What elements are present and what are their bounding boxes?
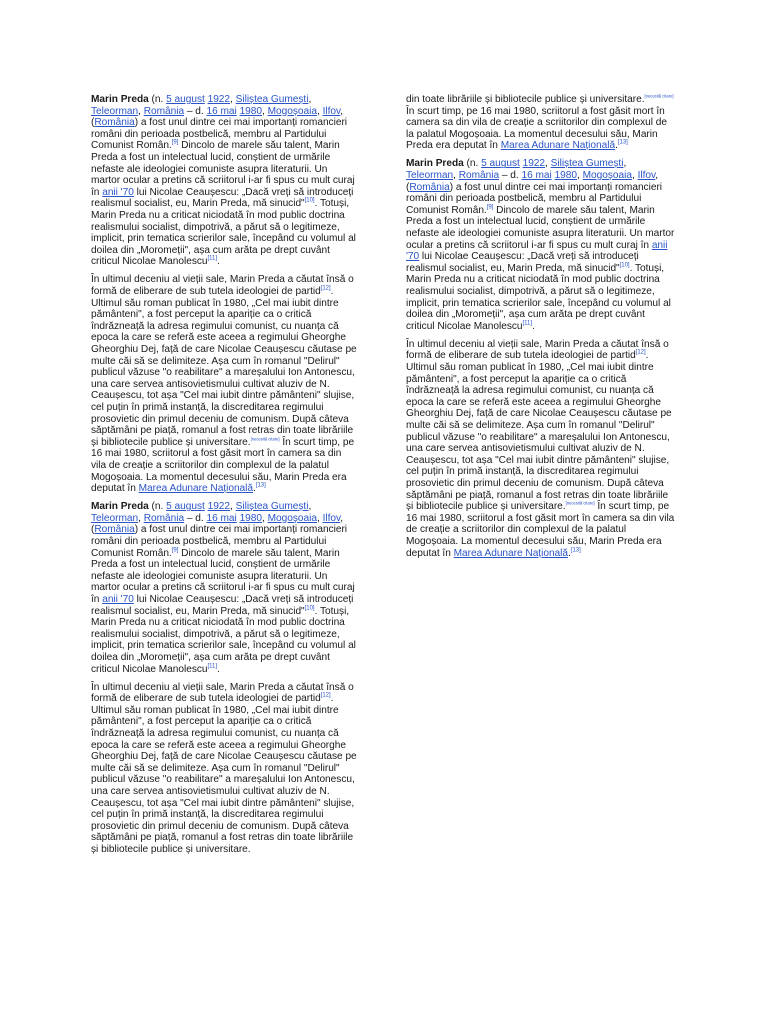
link-marea-adunare[interactable]: Marea Adunare Națională xyxy=(138,483,254,495)
paragraph-intro: Marin Preda (n. 5 august 1922, Siliștea Gumești, Teleorman, România – d. 16 mai 1980, Mogoșoaia, Ilfov, (România) a fost unul dintre cei mai importanți romancieri români din perioada postbelică, membru al Partidului Comunist Român.[9] Dincolo de marele său talent, Marin Preda a fost un intelectual lucid, conștient de urmările nefaste ale ideologiei comuniste asupra literaturii. Un martor ocular a pretins că scriitorul i-ar fi spus cu mult curaj în anii '70 lui Nicolae Ceaușescu: „Dacă vreți să introduceți realismul socialist, eu, Marin Preda, mă sinucid"[10]. Totuși, Marin Preda nu a criticat niciodată în mod public doctrina realismului socialist, dimpotrivă, a părut să o legitimeze, implicit, prin tematica scrierilor sale, începând cu volumul al doilea din „Moromeții", așa cum arăta pe drept cuvânt criticul Nicolae Manolescu[11]. xyxy=(91,94,356,268)
ref-12[interactable]: [12] xyxy=(320,692,331,699)
ref-10[interactable]: [10] xyxy=(304,605,315,612)
link-birth-year[interactable]: 1922 xyxy=(207,501,231,513)
link-death-county[interactable]: Ilfov xyxy=(637,170,656,182)
subject-name: Marin Preda xyxy=(91,501,149,513)
link-country[interactable]: România xyxy=(409,181,450,193)
link-birthplace[interactable]: Siliștea Gumești xyxy=(235,94,309,105)
link-birth-day[interactable]: 5 august xyxy=(166,501,205,513)
link-death-year[interactable]: 1980 xyxy=(239,105,263,117)
link-birth-year[interactable]: 1922 xyxy=(207,94,231,105)
link-deathplace[interactable]: Mogoșoaia xyxy=(582,170,632,182)
ref-11[interactable]: [11] xyxy=(207,255,218,262)
paragraph-last-decade: În ultimul deceniu al vieții sale, Marin Preda a căutat însă o formă de eliberare de sub tutela ideologiei de partid[12]. Ultimul său roman publicat în 1980, „Cel mai iubit dintre pământeni", a fost perceput la apariție ca o critică îndrăzneață la adresa regimului comunist, cu nuanța că epoca la care se referă este aceea a regimului Gheorghe Gheorghiu Dej, față de care Nicolae Ceaușescu căutase pe multe căi să se delimiteze. Așa cum în romanul "Delirul" publicul văzuse "o reabilitare" a mareșalului Ion Antonescu, una care servea antisovietismului cultivat aluziv de N. Ceaușescu, tot așa "Cel mai iubit dintre pământeni" slujise, cel puțin în primă instanță, la discreditarea regimului prosovietic din primul deceniu de comunism. După câteva săptămâni pe piață, romanul a fost retras din toate librăriile și bibliotecile publice și universitare.[necesită citare] În scurt timp, pe 16 mai 1980, scriitorul a fost găsit mort în camera sa din vila de creație a scriitorilor din complexul de la palatul Mogoșoaia. La momentul decesului său, Marin Preda era deputat în Marea Adunare Națională.[13] xyxy=(91,274,357,495)
link-death-day[interactable]: 16 mai xyxy=(521,170,552,182)
citation-needed[interactable]: [necesită citare] xyxy=(565,500,595,506)
link-birthplace[interactable]: Siliștea Gumești xyxy=(550,158,624,170)
link-birthplace[interactable]: Siliștea Gumești xyxy=(235,501,309,513)
ref-10[interactable]: [10] xyxy=(304,197,315,204)
link-country[interactable]: România xyxy=(94,524,135,536)
ref-9[interactable]: [9] xyxy=(171,547,179,554)
link-county[interactable]: Teleorman xyxy=(91,512,139,524)
ref-10[interactable]: [10] xyxy=(619,262,630,269)
ref-9[interactable]: [9] xyxy=(171,140,179,146)
link-country[interactable]: România xyxy=(458,170,500,182)
paragraph-last-decade: În ultimul deceniu al vieții sale, Marin Preda a căutat însă o formă de eliberare de sub tutela ideologiei de partid[12]. Ultimul său roman publicat în 1980, „Cel mai iubit dintre pământeni", a fost perceput la apariție ca o critică îndrăzneață la adresa regimului comunist, cu nuanța că epoca la care se referă este aceea a regimului Gheorghe Gheorghiu Dej, față de care Nicolae Ceaușescu căutase pe multe căi să se delimiteze. Așa cum în romanul "Delirul" publicul văzuse "o reabilitare" a mareșalului Ion Antonescu, una care servea antisovietismului cultivat aluziv de N. Ceaușescu, tot așa "Cel mai iubit dintre pământeni" slujise, cel puțin în primă instanță, la discreditarea regimului prosovietic din primul deceniu de comunism. După câteva săptămâni pe piață, romanul a fost retras din toate librăriile și bibliotecile publice și universitare. xyxy=(91,681,357,855)
link-country[interactable]: România xyxy=(143,512,185,524)
link-anii-70[interactable]: anii '70 xyxy=(406,239,668,263)
citation-needed[interactable]: [necesită citare] xyxy=(250,436,280,442)
left-column xyxy=(91,94,359,862)
ref-13[interactable]: [13] xyxy=(617,140,628,146)
link-anii-70[interactable]: anii '70 xyxy=(102,593,134,605)
ref-9[interactable]: [9] xyxy=(486,204,494,211)
link-birth-year[interactable]: 1922 xyxy=(522,158,546,170)
link-county[interactable]: Teleorman xyxy=(91,105,139,117)
link-country[interactable]: România xyxy=(94,117,135,129)
ref-12[interactable]: [12] xyxy=(635,350,646,357)
paragraph-intro: Marin Preda (n. 5 august 1922, Siliștea Gumești, Teleorman, România – d. 16 mai 1980, Mogoșoaia, Ilfov, (România) a fost unul dintre cei mai importanți romancieri români din perioada postbelică, membru al Partidului Comunist Român.[9] Dincolo de marele său talent, Marin Preda a fost un intelectual lucid, conștient de urmările nefaste ale ideologiei comuniste asupra literaturii. Un martor ocular a pretins că scriitorul i-ar fi spus cu mult curaj în anii '70 lui Nicolae Ceaușescu: „Dacă vreți să introduceți realismul socialist, eu, Marin Preda, mă sinucid"[10]. Totuși, Marin Preda nu a criticat niciodată în mod public doctrina realismului socialist, dimpotrivă, a părut să o legitimeze, implicit, prin tematica scrierilor sale, începând cu volumul al doilea din „Moromeții", așa cum arăta pe drept cuvânt criticul Nicolae Manolescu[11]. xyxy=(406,158,675,332)
paragraph-last-decade: În ultimul deceniu al vieții sale, Marin Preda a căutat însă o formă de eliberare de sub tutela ideologiei de partid[12]. Ultimul său roman publicat în 1980, „Cel mai iubit dintre pământeni", a fost perceput la apariție ca o critică îndrăzneață la adresa regimului comunist, cu nuanța că epoca la care se referă este aceea a regimului Gheorghe Gheorghiu Dej, față de care Nicolae Ceaușescu căutase pe multe căi să se delimiteze. Așa cum în romanul "Delirul" publicul văzuse "o reabilitare" a mareșalului Ion Antonescu, una care servea antisovietismului cultivat aluziv de N. Ceaușescu, tot așa "Cel mai iubit dintre pământeni" slujise, cel puțin în primă instanță, la discreditarea regimului prosovietic din primul deceniu de comunism. După câteva săptămâni pe piață, romanul a fost retras din toate librăriile și bibliotecile publice și universitare.[necesită citare] În scurt timp, pe 16 mai 1980, scriitorul a fost găsit mort în camera sa din vila de creație a scriitorilor din complexul de la palatul Mogoșoaia. La momentul decesului său, Marin Preda era deputat în Marea Adunare Națională.[13] xyxy=(406,338,675,559)
right-column xyxy=(406,94,676,566)
subject-name: Marin Preda xyxy=(91,94,149,105)
ref-11[interactable]: [11] xyxy=(207,663,218,670)
paragraph-intro: Marin Preda (n. 5 august 1922, Siliștea Gumești, Teleorman, România – d. 16 mai 1980, Mogoșoaia, Ilfov, (România) a fost unul dintre cei mai importanți romancieri români din perioada postbelică, membru al Partidului Comunist Român.[9] Dincolo de marele său talent, Marin Preda a fost un intelectual lucid, conștient de urmările nefaste ale ideologiei comuniste asupra literaturii. Un martor ocular a pretins că scriitorul i-ar fi spus cu mult curaj în anii '70 lui Nicolae Ceaușescu: „Dacă vreți să introduceți realismul socialist, eu, Marin Preda, mă sinucid"[10]. Totuși, Marin Preda nu a criticat niciodată în mod public doctrina realismului socialist, dimpotrivă, a părut să o legitimeze, implicit, prin tematica scrierilor sale, începând cu volumul al doilea din „Moromeții", așa cum arăta pe drept cuvânt criticul Nicolae Manolescu[11]. xyxy=(91,501,356,675)
link-anii-70[interactable]: anii '70 xyxy=(102,186,134,198)
link-marea-adunare[interactable]: Marea Adunare Națională xyxy=(453,547,569,559)
ref-13[interactable]: [13] xyxy=(255,482,266,489)
link-birth-day[interactable]: 5 august xyxy=(166,94,205,105)
paragraph-continuation: din toate librăriile și bibliotecile publice și universitare.[necesită citare] În scurt timp, pe 16 mai 1980, scriitorul a fost găsit mort în camera sa din vila de creație a scriitorilor din complexul de la palatul Mogoșoaia. La momentul decesului său, Marin Preda era deputat în Marea Adunare Națională.[13] xyxy=(406,93,674,152)
link-deathplace[interactable]: Mogoșoaia xyxy=(267,512,317,524)
link-death-county[interactable]: Ilfov xyxy=(322,512,341,524)
ref-12[interactable]: [12] xyxy=(320,285,331,292)
citation-needed[interactable]: [necesită citare] xyxy=(644,93,674,99)
link-county[interactable]: Teleorman xyxy=(406,170,454,182)
link-death-year[interactable]: 1980 xyxy=(239,512,263,524)
ref-11[interactable]: [11] xyxy=(522,320,533,327)
link-country[interactable]: România xyxy=(143,105,185,117)
subject-name: Marin Preda xyxy=(406,158,464,170)
link-death-year[interactable]: 1980 xyxy=(554,170,578,182)
link-death-day[interactable]: 16 mai xyxy=(206,105,237,117)
link-marea-adunare[interactable]: Marea Adunare Națională xyxy=(500,140,616,152)
link-birth-day[interactable]: 5 august xyxy=(481,158,520,170)
ref-13[interactable]: [13] xyxy=(570,547,581,554)
link-death-day[interactable]: 16 mai xyxy=(206,512,237,524)
link-death-county[interactable]: Ilfov xyxy=(322,105,341,117)
link-deathplace[interactable]: Mogoșoaia xyxy=(267,105,317,117)
